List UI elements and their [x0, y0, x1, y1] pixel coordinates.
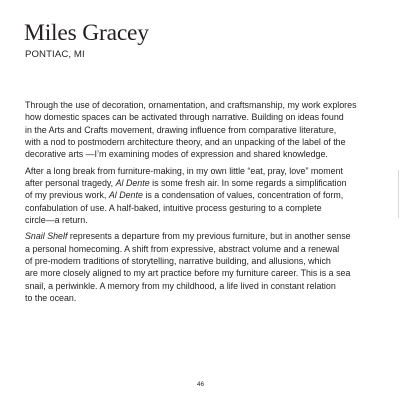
text-run: confabulation of use. A half-baked, intuitive process gesturing to a complete — [25, 202, 322, 213]
text-run: decorative arts —I’m examining modes of expression and shared knowledge. — [25, 149, 328, 160]
text-line — [25, 99, 375, 111]
page-number: 46 — [196, 381, 205, 388]
text-line — [25, 124, 375, 136]
text-run: to the ocean. — [25, 293, 77, 304]
text-line — [25, 189, 375, 201]
body-paragraph — [25, 230, 375, 304]
body-paragraph — [25, 99, 375, 161]
text-run: is a condensation of values, concentration of form, — [142, 190, 344, 201]
text-run: with a nod to postmodern architecture theory, and an unpacking of the label of the — [25, 137, 346, 148]
italic-work-title: Al Dente — [108, 190, 143, 201]
text-run: snail, a periwinkle. A memory from my childhood, a life lived in constant relation — [25, 280, 336, 291]
text-run: after personal tragedy, — [25, 178, 116, 189]
italic-work-title: Snail Shelf — [25, 231, 68, 242]
text-run: circle—a return. — [25, 215, 88, 226]
text-line — [25, 177, 375, 189]
text-line — [25, 292, 375, 304]
text-line — [25, 165, 375, 177]
text-line — [25, 267, 375, 279]
artist-statement — [25, 99, 375, 309]
page-title: Miles Gracey — [24, 20, 149, 46]
body-paragraph — [25, 165, 375, 227]
text-run: is some fresh air. In some regards a simplification — [149, 178, 347, 189]
italic-work-title: Al Dente — [115, 178, 150, 189]
text-line — [25, 136, 375, 148]
text-line — [25, 111, 375, 123]
text-line — [25, 148, 375, 160]
text-run: in the Arts and Crafts movement, drawing influence from comparative literature, — [25, 124, 337, 135]
text-run: of pre-modern traditions of storytelling, narrative building, and allusions, which — [25, 256, 331, 267]
artist-location: PONTIAC, MI — [25, 49, 85, 60]
text-line — [25, 255, 375, 267]
text-run: Through the use of decoration, ornamentation, and craftsmanship, my work explores — [25, 100, 357, 110]
text-run: of my previous work, — [25, 190, 109, 201]
text-line — [25, 243, 375, 255]
page-gutter-rule — [398, 170, 399, 218]
text-line — [25, 280, 375, 292]
text-run: After a long break from furniture-making, in my own little “eat, pray, love” moment — [25, 165, 343, 176]
text-line — [25, 202, 375, 214]
text-line — [25, 214, 375, 226]
text-run: how domestic spaces can be activated through narrative. Building on ideas found — [25, 112, 344, 123]
text-line — [25, 230, 375, 242]
text-run: represents a departure from my previous furniture, but in another sense — [67, 231, 351, 242]
text-run: a personal homecoming. A shift from expressive, abstract volume and a renewal — [25, 243, 340, 254]
text-run: are more closely aligned to my art practice before my furniture career. This is a sea — [25, 268, 351, 279]
